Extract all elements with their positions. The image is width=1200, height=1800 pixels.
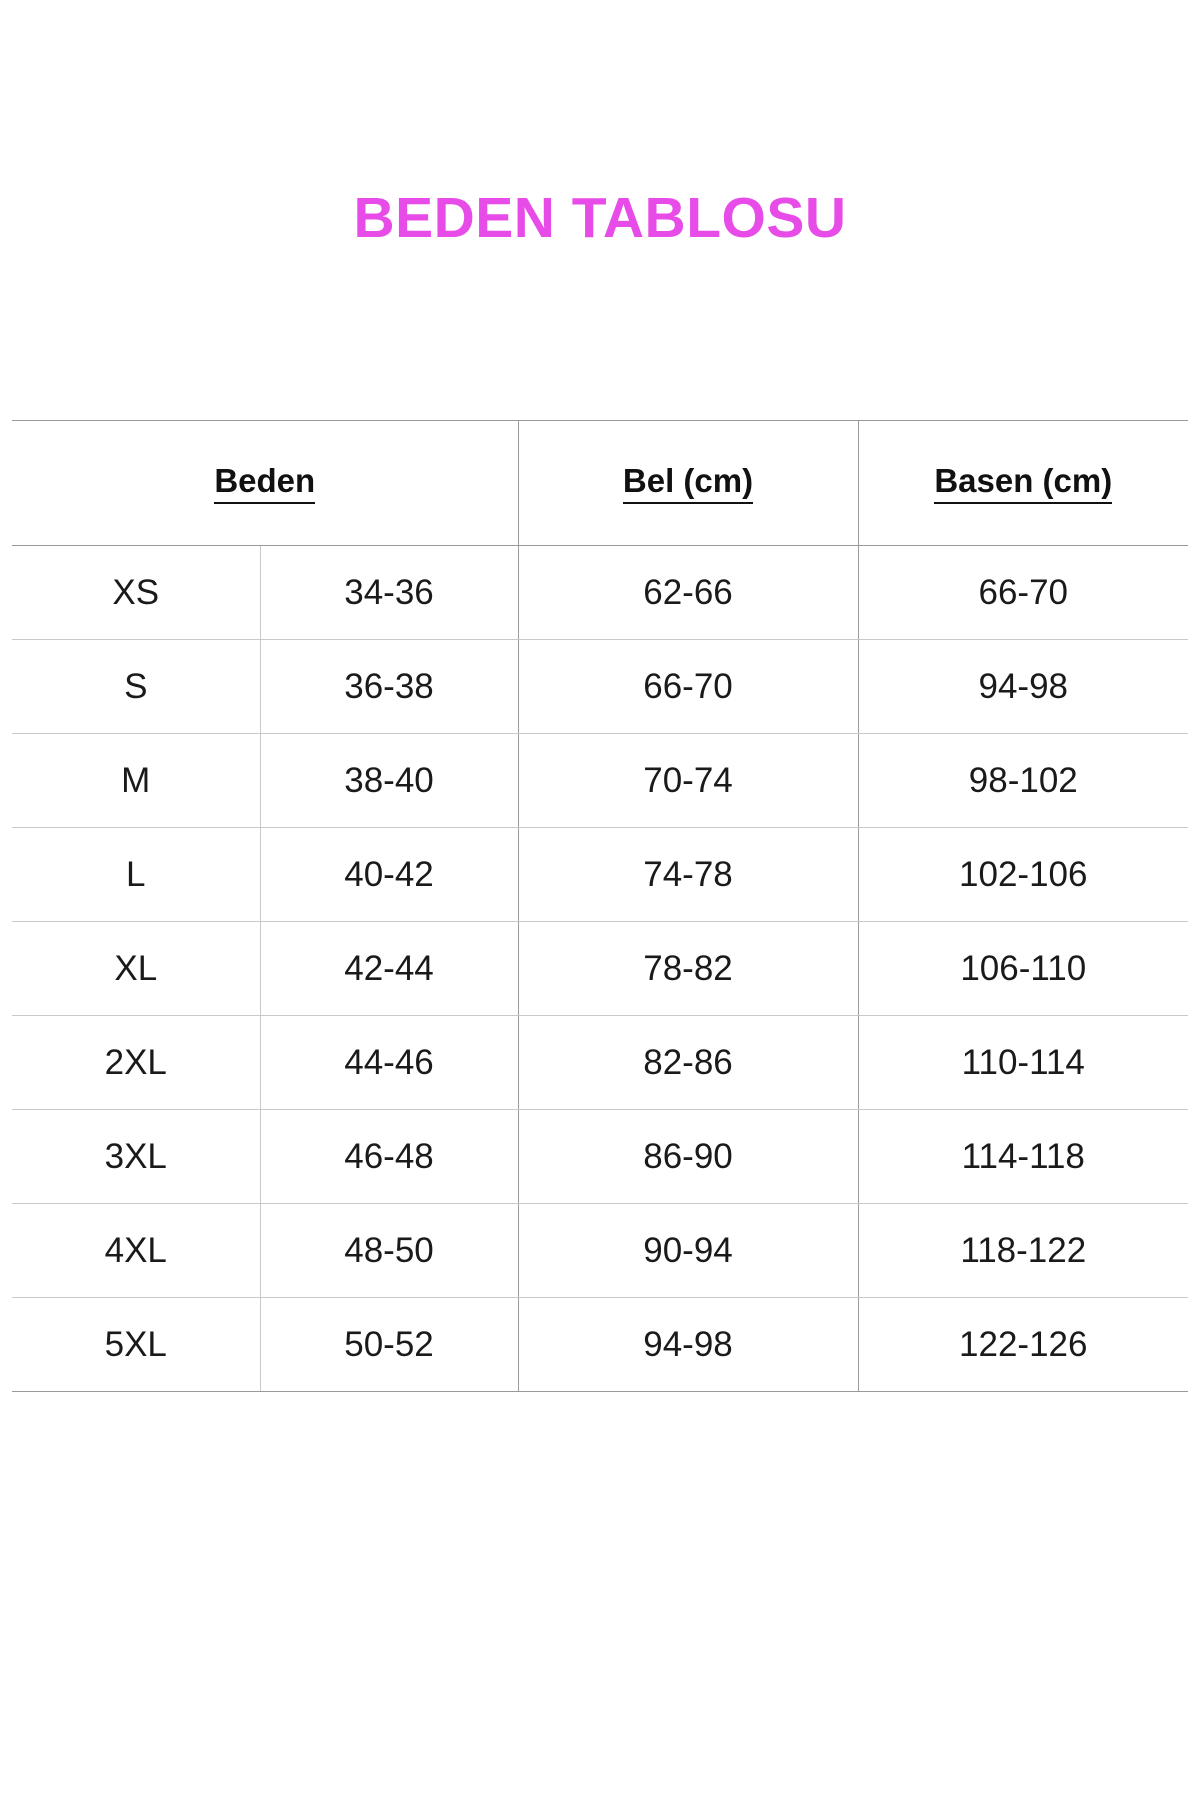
cell-waist: 86-90 (518, 1110, 858, 1204)
page-title: BEDEN TABLOSU (353, 186, 847, 250)
cell-numeric-size: 50-52 (260, 1298, 518, 1392)
cell-hip: 118-122 (858, 1204, 1188, 1298)
column-header-beden: Beden (12, 421, 518, 546)
cell-waist: 70-74 (518, 734, 858, 828)
cell-hip: 66-70 (858, 546, 1188, 640)
cell-hip: 122-126 (858, 1298, 1188, 1392)
cell-hip: 98-102 (858, 734, 1188, 828)
table-row (12, 922, 1188, 1016)
cell-waist: 62-66 (518, 546, 858, 640)
column-header-bel: Bel (cm) (518, 421, 858, 546)
cell-waist: 82-86 (518, 1016, 858, 1110)
table-row (12, 734, 1188, 828)
cell-hip: 102-106 (858, 828, 1188, 922)
table-row (12, 828, 1188, 922)
cell-size: 2XL (12, 1016, 260, 1110)
cell-size: 3XL (12, 1110, 260, 1204)
size-table (12, 420, 1188, 1392)
cell-numeric-size: 42-44 (260, 922, 518, 1016)
table-row (12, 546, 1188, 640)
cell-numeric-size: 34-36 (260, 546, 518, 640)
cell-numeric-size: 38-40 (260, 734, 518, 828)
size-table-container (12, 420, 1188, 1392)
table-row (12, 1110, 1188, 1204)
table-row (12, 1204, 1188, 1298)
cell-hip: 114-118 (858, 1110, 1188, 1204)
cell-numeric-size: 44-46 (260, 1016, 518, 1110)
cell-size: L (12, 828, 260, 922)
cell-size: XS (12, 546, 260, 640)
cell-numeric-size: 36-38 (260, 640, 518, 734)
cell-size: 5XL (12, 1298, 260, 1392)
cell-size: 4XL (12, 1204, 260, 1298)
table-row (12, 1298, 1188, 1392)
table-header-row (12, 421, 1188, 546)
table-row (12, 640, 1188, 734)
cell-numeric-size: 40-42 (260, 828, 518, 922)
cell-numeric-size: 46-48 (260, 1110, 518, 1204)
cell-size: S (12, 640, 260, 734)
cell-hip: 110-114 (858, 1016, 1188, 1110)
cell-size: M (12, 734, 260, 828)
column-header-basen: Basen (cm) (858, 421, 1188, 546)
cell-hip: 94-98 (858, 640, 1188, 734)
cell-size: XL (12, 922, 260, 1016)
table-body (12, 546, 1188, 1392)
cell-waist: 74-78 (518, 828, 858, 922)
cell-waist: 78-82 (518, 922, 858, 1016)
table-row (12, 1016, 1188, 1110)
cell-numeric-size: 48-50 (260, 1204, 518, 1298)
cell-hip: 106-110 (858, 922, 1188, 1016)
cell-waist: 94-98 (518, 1298, 858, 1392)
cell-waist: 66-70 (518, 640, 858, 734)
cell-waist: 90-94 (518, 1204, 858, 1298)
table-header (12, 421, 1188, 546)
